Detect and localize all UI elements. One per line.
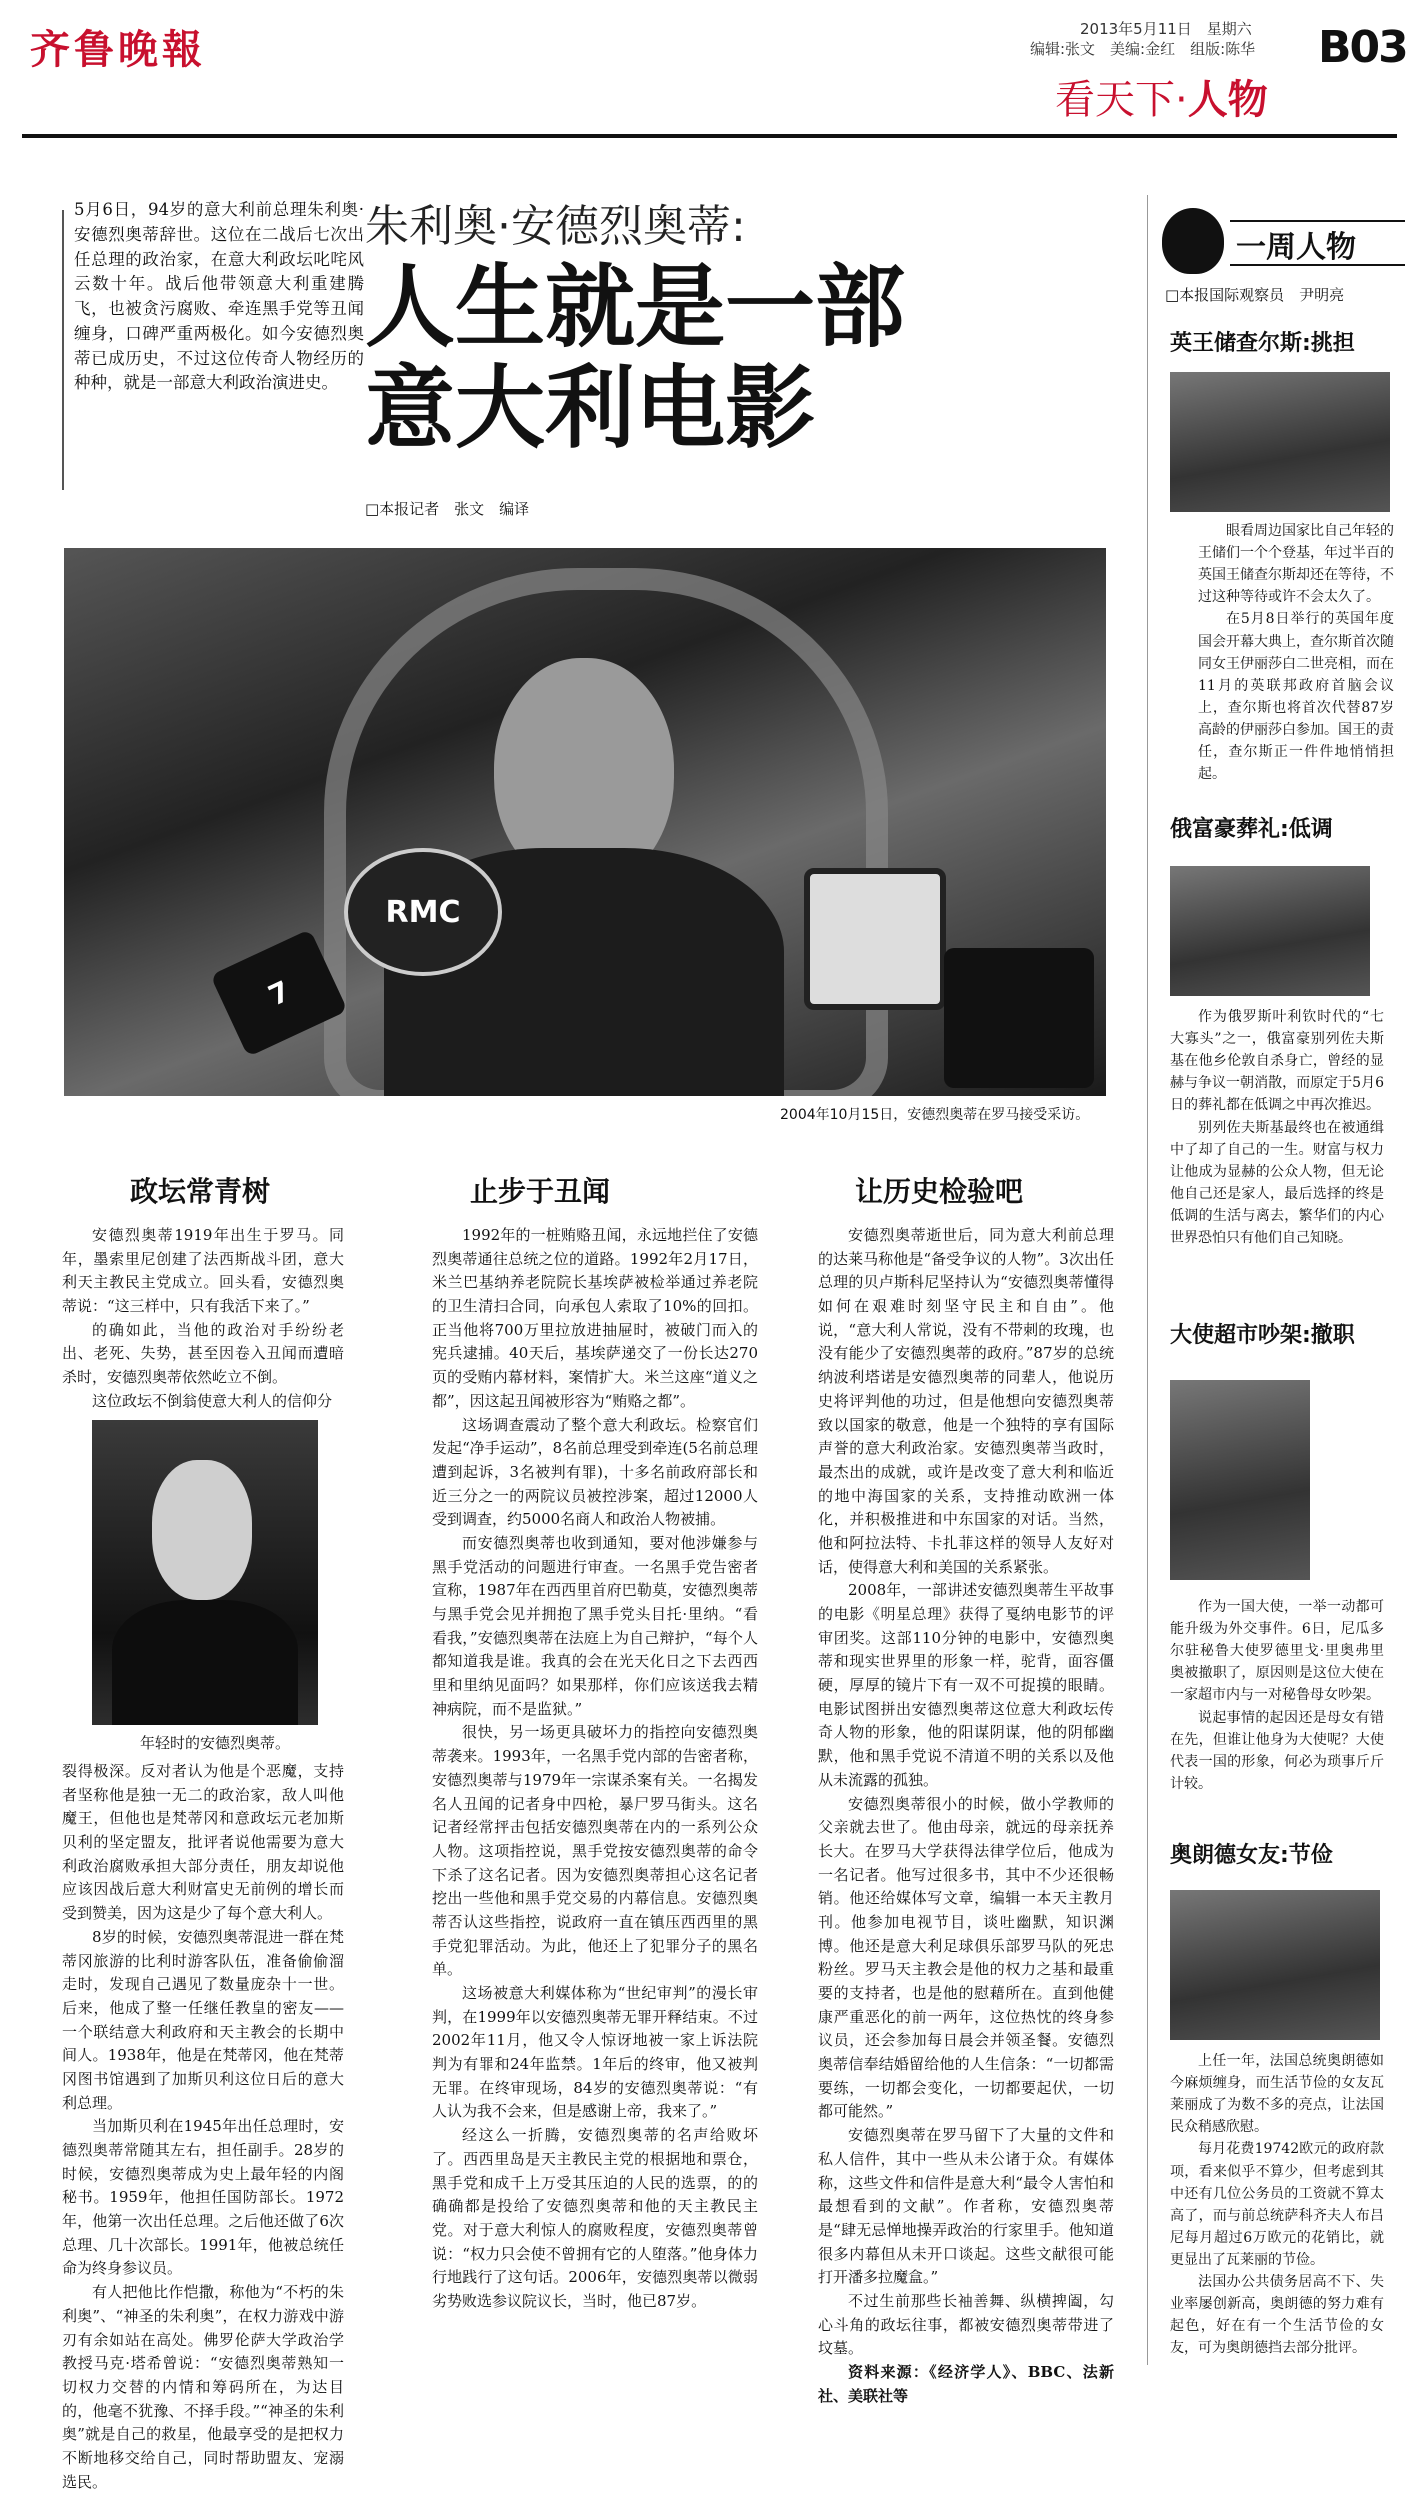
column-1-text-bottom	[62, 1760, 344, 2494]
sidebar-paragraph: 作为一国大使，一举一动都可能升级为外交事件。6日，尼瓜多尔驻秘鲁大使罗德里戈·里奥弗里奥被撤职了，原因则是这位大使在一家超市内与一对秘鲁母女吵架。	[1170, 1599, 1384, 1704]
sidebar-item-4-photo	[1170, 1890, 1380, 2040]
headline-line-2: 意大利电影	[365, 355, 815, 461]
mic-label-rmc: RMC	[385, 894, 461, 930]
page-number: B03	[1318, 22, 1407, 73]
sidebar-item-2-text	[1170, 1006, 1384, 1249]
sidebar-item-2-photo	[1170, 866, 1370, 996]
issue-date: 2013年5月11日 星期六	[1080, 20, 1252, 38]
mic-foreground	[944, 948, 1094, 1088]
section-prefix: 看天下·	[1055, 77, 1188, 123]
sidebar-item-4-text	[1170, 2050, 1384, 2360]
sidebar-byline: □本报国际观察员 尹明亮	[1165, 286, 1345, 304]
column-2-paragraph: 经这么一折腾，安德烈奥蒂的名声给败坏了。西西里岛是天主教民主党的根据地和票仓，黑手党和成千上万受其压迫的人民的选票，的的确确都是投给了安德烈奥蒂和他的天主教民主党。对于意大利惊人的腐败程度，安德烈奥蒂曾说：“权力只会使不曾拥有它的人堕落。”他身体力行地践行了这句话。2006年，安德烈奥蒂以微弱劣势败选参议院议长，当时，他已87岁。	[432, 2126, 758, 2310]
sidebar-item-1-photo	[1170, 372, 1390, 512]
column-1-paragraph: 8岁的时候，安德烈奥蒂混进一群在梵蒂冈旅游的比利时游客队伍，准备偷偷溜走时，发现自己遇见了数量庞杂十一世。后来，他成了整一任继任教皇的密友——一个联结意大利政府和天主教会的长期中间人。1938年，他是在梵蒂冈，他在梵蒂冈图书馆遇到了加斯贝利这位日后的意大利总理。	[62, 1927, 344, 2112]
section-title	[1055, 68, 1268, 125]
sidebar-paragraph: 每月花费19742欧元的政府款项，看来似乎不算少，但考虑到其中还有几位公务员的工资就不算太高了，而与前总统萨科齐夫人布吕尼每月超过6万欧元的花销比，就更显出了瓦莱丽的节俭。	[1170, 2141, 1384, 2268]
column-1-paragraph: 这位政坛不倒翁使意大利人的信仰分	[92, 1391, 333, 1410]
column-2-paragraph: 很快，另一场更具破坏力的指控向安德烈奥蒂袭来。1993年，一名黑手党内部的告密者称，安德烈奥蒂与1979年一宗谋杀案有关。一名揭发名人丑闻的记者身中四枪，暴尸罗马街头。这名记者经常抨击包括安德烈奥蒂在内的一系列公众人物。这项指控说，黑手党按安德烈奥蒂的命令下杀了这名记者。因为安德烈奥蒂担心这名记者挖出一些他和黑手党交易的内幕信息。安德烈奥蒂否认这些指控，说政府一直在镇压西西里的黑手党犯罪活动。为此，他还上了犯罪分子的黑名单。	[432, 1723, 758, 1979]
young-photo-body	[112, 1600, 298, 1725]
sidebar-paragraph: 作为俄罗斯叶利钦时代的“七大寡头”之一，俄富豪别列佐夫斯基在他乡伦敦自杀身亡，曾经的显赫与争议一朝消散，而原定于5月6日的葬礼都在低调之中再次推迟。	[1170, 1009, 1384, 1114]
article-headline	[365, 255, 1085, 461]
mic-rmc	[344, 848, 502, 976]
young-photo	[92, 1420, 318, 1725]
young-photo-caption: 年轻时的安德烈奥蒂。	[140, 1734, 291, 1752]
section-main: 人物	[1187, 77, 1268, 123]
column-2-paragraph: 1992年的一桩贿赂丑闻，永远地拦住了安德烈奥蒂通往总统之位的道路。1992年2月17日，米兰巴基纳养老院院长基埃萨被检举通过养老院的卫生清扫合同，向承包人索取了10%的回扣。正当他将700万里拉放进抽屉时，被破门而入的宪兵逮捕。40天后，基埃萨递交了一份长达270页的受贿内幕材料，案情扩大。米兰这座“道义之都”，因这起丑闻被形容为“贿赂之都”。	[432, 1226, 758, 1410]
column-1-paragraph: 的确如此，当他的政治对手纷纷老出、老死、失势，甚至因卷入丑闻而遭暗杀时，安德烈奥蒂依然屹立不倒。	[62, 1320, 344, 1387]
young-photo-face	[152, 1460, 252, 1600]
editor-credits: 编辑:张文 美编:金红 组版:陈华	[1030, 40, 1256, 58]
column-1-text-top	[62, 1224, 344, 1414]
column-1-paragraph: 有人把他比作恺撒，称他为“不朽的朱利奥”、“神圣的朱利奥”，在权力游戏中游刃有余如站在高处。佛罗伦萨大学政治学教授马克·塔希曾说：“安德烈奥蒂熟知一切权力交替的内情和筹码所在，为达目的，他毫不犹豫、不择手段。”“神圣的朱利奥”就是自己的救星，他最享受的是把权力不断地移交给自己，同时帮助盟友、宠溺选民。	[62, 2283, 344, 2491]
sidebar-item-1-text	[1198, 520, 1394, 785]
column-2-paragraph: 这场被意大利媒体称为“世纪审判”的漫长审判，在1999年以安德烈奥蒂无罪开释结束。不过2002年11月，他又令人惊讶地被一家上诉法院判为有罪和24年监禁。1年后的终审，他又被判无罪。在终审现场，84岁的安德烈奥蒂说：“有人认为我不会来，但是感谢上帝，我来了。”	[432, 1984, 758, 2121]
sidebar-paragraph: 上任一年，法国总统奥朗德如今麻烦缠身，而生活节俭的女友瓦莱丽成了为数不多的亮点，让法国民众稍感欣慰。	[1170, 2053, 1384, 2136]
sidebar-item-3-photo	[1170, 1380, 1310, 1580]
column-2-text	[432, 1224, 758, 2314]
sidebar-paragraph: 在5月8日举行的英国年度国会开幕大典上，查尔斯首次随同女王伊丽莎白二世亮相，而在11月的英联邦政府首脑会议上，查尔斯也将首次代替87岁高龄的伊丽莎白参加。国王的责任，查尔斯正一件件地悄悄担起。	[1198, 611, 1394, 783]
sidebar-item-3-heading: 大使超市吵架:撤职	[1170, 1323, 1355, 1348]
column-3-paragraph: 安德烈奥蒂在罗马留下了大量的文件和私人信件，其中一些从未公诸于众。有媒体称，这些文件和信件是意大利“最令人害怕和最想看到的文献”。作者称，安德烈奥蒂是“肆无忌惮地操弄政治的行家里手。他知道很多内幕但从未开口谈起。这些文献很可能打开潘多拉魔盒。”	[818, 2126, 1114, 2287]
column-1-paragraph: 当加斯贝利在1945年出任总理时，安德烈奥蒂常随其左右，担任副手。28岁的时候，安德烈奥蒂成为史上最年轻的内阁秘书。1959年，他担任国防部长。1972年，他第一次出任总理。之后他还做了6次总理、几十次部长。1991年，他被总统任命为终身参议员。	[62, 2117, 344, 2278]
column-2-heading: 止步于丑闻	[470, 1175, 611, 1208]
weekly-people-badge: 一周人物	[1236, 230, 1356, 265]
mic-label-2: 7	[263, 973, 295, 1013]
column-2-paragraph: 而安德烈奥蒂也收到通知，要对他涉嫌参与黑手党活动的问题进行审查。一名黑手党告密者宣称，1987年在西西里首府巴勒莫，安德烈奥蒂与黑手党会见并拥抱了黑手党头目托·里纳。“看看我，”安德烈奥蒂在法庭上为自己辩护，“每个人都知道我是谁。我真的会在光天化日之下去西西里和里纳见面吗？如果那样，你们应该送我去精神病院，而不是监狱。”	[432, 1533, 758, 1718]
column-2-paragraph: 这场调查震动了整个意大利政坛。检察官们发起“净手运动”，8名前总理受到牵连(5名前总理遭到起诉，3名被判有罪)，十多名前政府部长和近三分之一的两院议员被控涉案，超过12000人受到调查，约5000名商人和政治人物被捕。	[432, 1415, 758, 1529]
mic-right	[804, 868, 946, 1010]
column-3-paragraph: 安德烈奥蒂很小的时候，做小学教师的父亲就去世了。他由母亲，就远的母亲抚养长大。在罗马大学获得法律学位后，他成为一名记者。他写过很多书，其中不少还很畅销。他还给媒体写文章，编辑一本天主教月刊。他参加电视节目，谈吐幽默，知识渊博。他还是意大利足球俱乐部罗马队的死忠粉丝。罗马天主教会是他的权力之基和最重要的支持者，也是他的慰藉所在。直到他健康严重恶化的前一两年，这位热忱的终身参议员，还会参加每日晨会并领圣餐。安德烈奥蒂信奉结婚留给他的人生信条：“一切都需要练，一切都会变化，一切都要起伏，一切都可能然。”	[818, 1794, 1114, 2121]
sidebar-item-2-heading: 俄富豪葬礼:低调	[1170, 817, 1333, 842]
article-subtitle: 朱利奥·安德烈奥蒂:	[365, 201, 746, 252]
sidebar-paragraph: 法国办公共债务居高不下、失业率屡创新高，奥朗德的努力难有起色，好在有一个生活节俭的女友，可为奥朗德挡去部分批评。	[1170, 2274, 1384, 2357]
main-photo-caption: 2004年10月15日，安德烈奥蒂在罗马接受采访。	[780, 1107, 1090, 1123]
lead-quote-mark	[62, 210, 70, 490]
column-3-sources: 资料来源：《经济学人》、BBC、法新社、美联社等	[818, 2363, 1114, 2405]
opera-mask-icon	[1162, 208, 1224, 274]
column-3-paragraph: 不过生前那些长袖善舞、纵横捭阖，勾心斗角的政坛往事，都被安德烈奥蒂带进了坟墓。	[818, 2291, 1114, 2358]
column-1-heading: 政坛常青树	[130, 1175, 271, 1208]
newspaper-logo: 齐鲁晚報	[30, 26, 206, 73]
sidebar-item-4-heading: 奥朗德女友:节俭	[1170, 1843, 1333, 1868]
sidebar-paragraph: 眼看周边国家比自己年轻的王储们一个个登基，年过半百的英国王储查尔斯却还在等待，不过这种等待或许不会太久了。	[1198, 523, 1394, 606]
column-3-text	[818, 1224, 1114, 2408]
column-3-heading: 让历史检验吧	[855, 1175, 1024, 1208]
column-1-paragraph: 裂得极深。反对者认为他是个恶魔，支持者坚称他是独一无二的政治家，敌人叫他魔王，但他也是梵蒂冈和意政坛元老加斯贝利的坚定盟友，批评者说他需要为意大利政治腐败承担大部分责任，朋友却说他应该因战后意大利财富史无前例的增长而受到赞美，因为这是少了每个意大利人。	[62, 1762, 344, 1923]
article-byline: □本报记者 张文 编译	[365, 500, 530, 518]
column-1-paragraph: 安德烈奥蒂1919年出生于罗马。同年，墨索里尼创建了法西斯战斗团，意大利天主教民主党成立。回头看，安德烈奥蒂说：“这三样中，只有我活下来了。”	[62, 1226, 344, 1316]
article-lead: 5月6日，94岁的意大利前总理朱利奥·安德烈奥蒂辞世。这位在二战后七次出任总理的政治家，在意大利政坛叱咤风云数十年。战后他带领意大利重建腾飞，也被贪污腐败、牵连黑手党等丑闻缠身，口碑严重两极化。如今安德烈奥蒂已成历史，不过这位传奇人物经历的种种，就是一部意大利政治演进史。	[74, 200, 364, 393]
sidebar-item-3-text	[1170, 1596, 1384, 1795]
sidebar-divider	[1147, 195, 1148, 2365]
column-3-paragraph: 2008年，一部讲述安德烈奥蒂生平故事的电影《明星总理》获得了戛纳电影节的评审团奖。这部110分钟的电影中，安德烈奥蒂和现实世界里的形象一样，驼背，面容僵硬，厚厚的镜片下有一双不可捉摸的眼睛。电影试图拼出安德烈奥蒂这位意大利政坛传奇人物的形象，他的阳谋阴谋，他的阴郁幽默，他和黑手党说不清道不明的关系以及他从未流露的孤独。	[818, 1581, 1114, 1789]
top-rule	[22, 134, 1397, 138]
sidebar-item-1-heading: 英王储查尔斯:挑担	[1170, 331, 1355, 356]
sidebar-paragraph: 说起事情的起因还是母女有错在先，但谁让他身为大使呢？大使代表一国的形象，何必为琐事斤斤计较。	[1170, 1709, 1384, 1792]
column-3-paragraph: 安德烈奥蒂逝世后，同为意大利前总理的达莱马称他是“备受争议的人物”。3次出任总理的贝卢斯科尼坚持认为“安德烈奥蒂懂得如何在艰难时刻坚守民主和自由”。他说，“意大利人常说，没有不带刺的玫瑰，也没有能少了安德烈奥蒂的政府。”87岁的总统纳波利塔诺是安德烈奥蒂的同辈人，他说历史将评判他的功过，但是他想向安德烈奥蒂致以国家的敬意，他是一个独特的享有国际声誉的意大利政治家。安德烈奥蒂当政时，最杰出的成就，或许是改变了意大利和临近的地中海国家的关系，支持推动欧洲一体化，并积极推进和中东国家的对话。当然，他和阿拉法特、卡扎菲这样的领导人友好对话，使得意大利和美国的关系紧张。	[818, 1226, 1114, 1576]
headline-line-1: 人生就是一部	[365, 255, 905, 360]
sidebar-paragraph: 别列佐夫斯基最终也在被通缉中了却了自己的一生。财富与权力让他成为显赫的公众人物，但无论他自己还是家人，最后选择的终是低调的生活与离去，繁华们的内心世界恐怕只有他们自己知晓。	[1170, 1119, 1384, 1247]
main-photo	[64, 548, 1106, 1096]
